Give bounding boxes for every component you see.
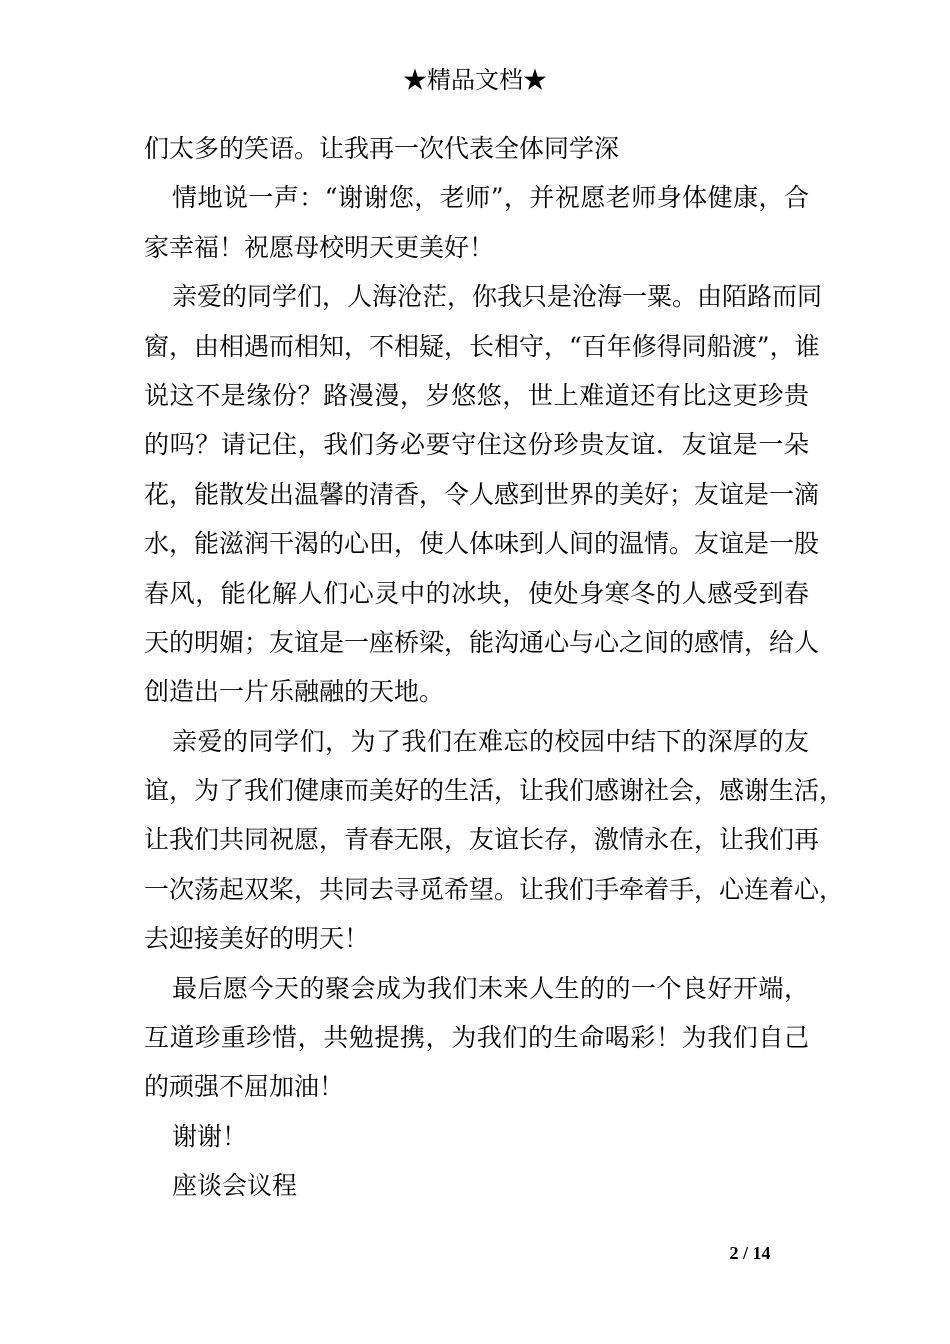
text-line: 说这不是缘份？路漫漫，岁悠悠，世上难道还有比这更珍贵 <box>144 380 809 410</box>
text-line: 座谈会议程 <box>172 1171 298 1201</box>
page-number: 2 / 14 <box>729 1243 771 1263</box>
page-header: ★精品文档★ <box>403 66 547 94</box>
text-line: 家幸福！祝愿母校明天更美好！ <box>144 232 495 262</box>
document-body <box>144 124 845 1211</box>
text-line: 谢谢！ <box>172 1121 248 1151</box>
text-line: 天的明媚；友谊是一座桥梁，能沟通心与心之间的感情，给人 <box>144 627 820 657</box>
text-line: 一次荡起双桨，共同去寻觅希望。让我们手牵着手，心连着心， <box>144 874 845 904</box>
text-line: 互道珍重珍惜，共勉提携，为我们的生命喝彩！为我们自己 <box>144 1023 809 1053</box>
text-line: 让我们共同祝愿，青春无限，友谊长存，激情永在，让我们再 <box>144 825 820 855</box>
text-line: 亲爱的同学们，为了我们在难忘的校园中结下的深厚的友 <box>172 726 809 756</box>
text-line: 花，能散发出温馨的清香，令人感到世界的美好；友谊是一滴 <box>144 479 820 509</box>
text-line: 们太多的笑语。让我再一次代表全体同学深 <box>144 134 620 163</box>
text-line: 创造出一片乐融融的天地。 <box>144 677 445 707</box>
text-line: 情地说一声：“谢谢您，老师”，并祝愿老师身体健康，合 <box>172 183 809 213</box>
text-line: 亲爱的同学们，人海沧茫，你我只是沧海一粟。由陌路而同 <box>172 282 823 312</box>
text-line: 的顽强不屈加油！ <box>144 1072 345 1102</box>
text-line: 窗，由相遇而相知，不相疑，长相守，“百年修得同船渡”，谁 <box>144 331 820 361</box>
text-line: 最后愿今天的聚会成为我们未来人生的的一个良好开端， <box>172 973 809 1003</box>
text-line: 春风，能化解人们心灵中的冰块，使处身寒冬的人感受到春 <box>144 578 809 608</box>
text-line: 的吗？请记住，我们务必要守住这份珍贵友谊．友谊是一朵 <box>144 430 809 460</box>
text-line: 去迎接美好的明天！ <box>144 924 370 954</box>
text-line: 水，能滋润干渴的心田，使人体味到人间的温情。友谊是一股 <box>144 529 820 559</box>
text-line: 谊，为了我们健康而美好的生活，让我们感谢社会，感谢生活， <box>144 776 845 806</box>
